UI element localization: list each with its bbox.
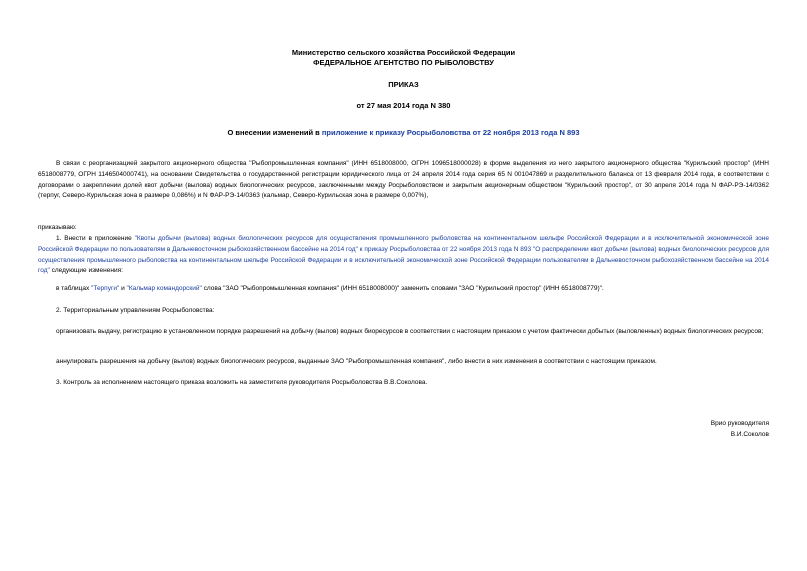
item-1-suffix: следующие изменения:: [49, 267, 123, 275]
document-date-number: от 27 мая 2014 года N 380: [356, 101, 451, 110]
tables-prefix: в таблицах: [56, 285, 92, 292]
agency-heading: ФЕДЕРАЛЬНОЕ АГЕНТСТВО ПО РЫБОЛОВСТВУ: [313, 58, 494, 67]
preamble-paragraph: В связи с реорганизацией закрытого акционерного общества "Рыбопромышленная компания" (ИНН 6518008000, ОГРН 1096518000028) в форме выделения из него закрытого акционерного общества "Курильский простор" (ИНН 6518008779, ОГРН 1146504000741), на основании Свидетельства о государственной регистрации юридического лица от 24 апреля 2014 года серия 65 N 001047869 и разделительного баланса от 13 февраля 2014 года, в соответствии с договорами о закреплении долей квот добычи (вылова) водных биологических ресурсов, заключенными между Росрыболовством и закрытым акционерным обществом "Курильский простор", от 30 апреля 2014 года N ФАР-РЭ-14/0362 (терпуг, Северо-Курильская зона в размере 0,086%) и N ФАР-РЭ-14/0363 (кальмар, Северо-Курильская зона в размере 0,007%),: [38, 160, 769, 200]
tables-and: и: [119, 285, 127, 292]
signature-name: В.И.Соколов: [730, 431, 769, 438]
title-prefix: О внесении изменений в: [227, 128, 322, 137]
item-1-link[interactable]: "Квоты добычи (вылова) водных биологических ресурсов для осуществления промышленного рыболовства на континентальном шельфе Российской Федерации и в исключительной экономической зоне Российской Федерации по пользователям в Дальневосточном рыбохозяйственном бассейне на 2014 год" к приказу Росрыболовства от 22 ноября 2013 года N 893 "О распределении квот добычи (вылова) водных биологических ресурсов для осуществления промышленного рыболовства на континентальном шельфе Российской Федерации и в исключительной экономической зоне Российской Федерации пользователям в Дальневосточном рыбохозяйственном бассейне на 2014 год": [38, 235, 770, 275]
item-2a-paragraph: организовать выдачу, регистрацию в установленном порядке разрешений на добычу (вылов) водных биоресурсов в соответствии с настоящим приказом с учетом фактически добытых (выловленных) водных биологических ресурсов;: [56, 328, 764, 335]
signature-position: Врио руководителя: [710, 420, 769, 427]
item-1-paragraph: [38, 234, 769, 277]
document-title: [0, 128, 807, 138]
tables-suffix: слова "ЗАО "Рыбопромышленная компания" (ИНН 6518008000)" заменить словами "ЗАО "Курильский простор" (ИНН 6518008779)".: [201, 285, 604, 292]
item-2-paragraph: 2. Территориальным управлениям Росрыболовства:: [56, 307, 215, 314]
item-1-prefix: 1. Внести в приложение: [56, 235, 135, 242]
order-word: приказываю:: [38, 224, 77, 231]
ministry-heading: Министерство сельского хозяйства Российской Федерации: [291, 48, 516, 57]
item-3-paragraph: 3. Контроль за исполнением настоящего приказа возложить на заместителя руководителя Росрыболовства В.В.Соколова.: [56, 379, 428, 386]
tables-paragraph: [38, 284, 769, 295]
title-link[interactable]: приложение к приказу Росрыболовства от 22 ноября 2013 года N 893: [321, 128, 580, 137]
table-terpugi-link[interactable]: "Терпуги": [91, 285, 120, 292]
table-kalmar-link[interactable]: "Кальмар командорский": [126, 285, 202, 292]
document-type: ПРИКАЗ: [388, 80, 419, 89]
item-2b-paragraph: аннулировать разрешения на добычу (вылов) водных биологических ресурсов, выданные ЗАО "Рыбопромышленная компания", либо внести в них изменения в соответствии с настоящим приказом.: [56, 358, 657, 365]
